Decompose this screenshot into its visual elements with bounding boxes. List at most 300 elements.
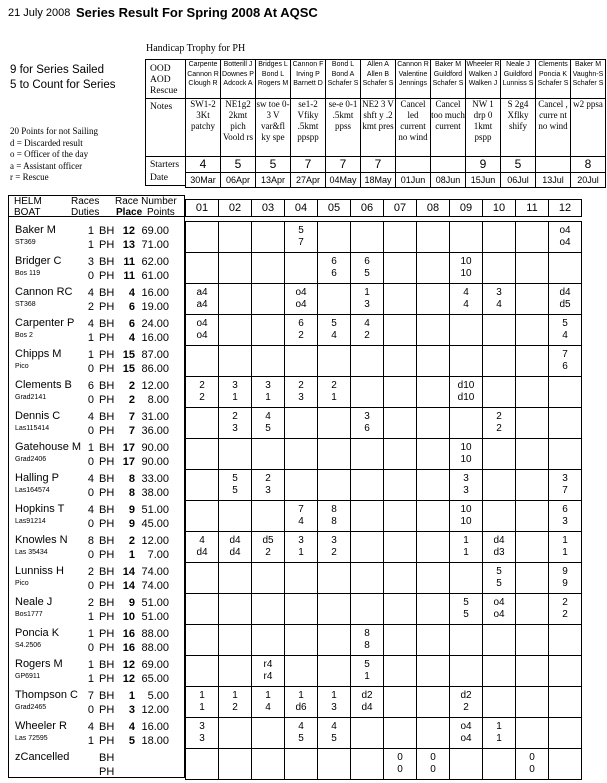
result-value [318, 640, 350, 652]
result-value [417, 361, 449, 373]
points: 36.00 [141, 425, 169, 437]
race-result-cell [219, 253, 252, 284]
table-row [186, 408, 582, 439]
result-value [417, 566, 449, 578]
result-value [483, 473, 515, 485]
races-count: 2 [87, 597, 94, 609]
handicap-type: BH [99, 690, 115, 702]
result-value: 3 [265, 380, 271, 391]
result-value: d4 [493, 535, 505, 546]
race-result-cell [549, 532, 582, 563]
races-count: 1 [87, 735, 94, 747]
race-result-cell [351, 315, 384, 346]
place: 4 [128, 721, 135, 733]
races-count: 2 [87, 301, 94, 313]
boat-summary-row [86, 721, 178, 733]
points: 62.00 [141, 256, 169, 268]
result-value [384, 609, 416, 621]
result-value [417, 547, 449, 559]
race-result-cell [483, 625, 516, 656]
report-title: Series Result For Spring 2008 At AQSC [76, 5, 318, 20]
race-result-cell [252, 439, 285, 470]
race-starters: 5 [501, 157, 536, 173]
boat-summary-row [86, 411, 178, 423]
result-value: 0 [529, 764, 535, 775]
result-value [219, 442, 251, 454]
result-value [417, 380, 449, 392]
officer-aod: Bond A [331, 70, 355, 78]
place: 14 [122, 580, 135, 592]
sail-number: Grad2141 [15, 394, 47, 401]
result-value: 7 [298, 504, 304, 515]
races-count: 4 [87, 473, 94, 485]
result-value [318, 659, 350, 671]
result-value [318, 752, 350, 764]
result-value: 1 [562, 547, 568, 558]
handicap-type: PH [99, 704, 115, 716]
boat-entry [8, 748, 185, 779]
result-value: 5 [298, 733, 304, 744]
result-value: 3 [199, 721, 205, 732]
race-result-cell [483, 532, 516, 563]
race-officers [221, 60, 256, 99]
header-helm: HELM [14, 196, 42, 207]
result-value: 5 [331, 733, 337, 744]
result-value [252, 442, 284, 454]
result-value [549, 411, 581, 423]
result-value [516, 690, 548, 702]
race-result-cell [219, 439, 252, 470]
result-value [186, 454, 218, 466]
officer-rescue: Clough R [188, 80, 218, 87]
helm-name: Bridger C [15, 255, 62, 267]
boat-summary-row [86, 518, 178, 530]
race-result-cell [252, 749, 285, 780]
points: 38.00 [141, 487, 169, 499]
result-value [549, 392, 581, 404]
result-value [450, 752, 482, 764]
races-count: 0 [87, 425, 94, 437]
race-result-cell [549, 315, 582, 346]
race-result-cell [219, 408, 252, 439]
boat-summary-row [86, 597, 178, 609]
race-result-cell [417, 594, 450, 625]
race-notes: S 2g4 Xflky shify [501, 99, 536, 157]
race-result-cell [417, 408, 450, 439]
place: 12 [122, 673, 135, 685]
race-result-cell [549, 563, 582, 594]
races-count: 1 [87, 628, 94, 640]
race-result-cell [219, 501, 252, 532]
handicap-type: BH [99, 411, 115, 423]
result-value: 2 [298, 330, 304, 341]
race-result-cell [252, 284, 285, 315]
race-date: 08Jun [431, 173, 466, 188]
result-value [549, 640, 581, 652]
report-date: 21 July 2008 [8, 7, 71, 19]
result-value [219, 256, 251, 268]
result-value [252, 268, 284, 280]
handicap-type: BH [99, 442, 115, 454]
result-value [516, 237, 548, 249]
points: 16.00 [141, 287, 169, 299]
result-value [384, 299, 416, 311]
race-result-cell [186, 253, 219, 284]
boat-entry [8, 717, 185, 748]
handicap-type: BH [99, 318, 115, 330]
result-value [351, 609, 383, 621]
place: 2 [128, 535, 135, 547]
result-value [186, 225, 218, 237]
helm-name: Poncia K [15, 627, 60, 639]
boat-entry [8, 376, 185, 407]
race-info-table [185, 59, 606, 188]
races-count: 1 [87, 332, 94, 344]
header-points: Points [147, 207, 175, 218]
boat-entry [8, 438, 185, 469]
result-value [351, 566, 383, 578]
result-value [318, 361, 350, 373]
result-value [285, 566, 317, 578]
result-value: 4 [199, 535, 205, 546]
result-value [483, 485, 515, 497]
header-boat: BOAT [14, 207, 41, 218]
race-number: 05 [318, 200, 351, 217]
result-value [483, 454, 515, 466]
result-value [516, 454, 548, 466]
boat-summary-row [86, 456, 178, 468]
race-date: 01Jun [396, 173, 431, 188]
result-value: 10 [460, 256, 472, 267]
result-value: 3 [232, 423, 238, 434]
race-date: 06Apr [221, 173, 256, 188]
result-value: 1 [232, 690, 238, 701]
result-value [351, 442, 383, 454]
result-value [417, 628, 449, 640]
handicap-type: PH [99, 239, 115, 251]
race-result-cell [252, 346, 285, 377]
race-result-cell [417, 625, 450, 656]
handicap-type: BH [99, 535, 115, 547]
officer-aod: Downes P [222, 70, 254, 78]
race-result-cell [516, 687, 549, 718]
result-value [252, 597, 284, 609]
race-result-cell [549, 718, 582, 749]
races-count: 4 [87, 287, 94, 299]
handicap-type: PH [99, 332, 115, 344]
place: 8 [128, 473, 135, 485]
result-value [384, 256, 416, 268]
result-value [417, 597, 449, 609]
race-result-cell [417, 346, 450, 377]
race-result-cell [186, 687, 219, 718]
result-value [483, 690, 515, 702]
result-value [549, 423, 581, 435]
legend-item: 20 Points for not Sailing [10, 126, 99, 136]
sail-number: Bos 2 [15, 332, 33, 339]
handicap-type: BH [99, 256, 115, 268]
race-result-cell [450, 377, 483, 408]
race-notes: Cancel led current no wind [396, 99, 431, 157]
place: 12 [122, 225, 135, 237]
race-result-cell [549, 222, 582, 253]
race-result-cell [186, 656, 219, 687]
officer-aod: Cannon R [187, 70, 219, 78]
officer-ood: Wheeler R [466, 61, 500, 68]
race-date: 06Jul [501, 173, 536, 188]
result-value [417, 268, 449, 280]
table-row [186, 594, 582, 625]
result-value: 3 [562, 516, 568, 527]
points: 69.00 [141, 659, 169, 671]
race-result-cell [252, 656, 285, 687]
result-value: 1 [562, 535, 568, 546]
result-value [549, 659, 581, 671]
points: 86.00 [141, 363, 169, 375]
boat-entry [8, 624, 185, 655]
result-value [285, 411, 317, 423]
race-result-cell [483, 501, 516, 532]
result-value [417, 423, 449, 435]
result-value [450, 578, 482, 590]
helm-name: Lunniss H [15, 565, 64, 577]
result-value [219, 671, 251, 683]
handicap-type: PH [99, 628, 115, 640]
table-row [186, 687, 582, 718]
result-value [318, 628, 350, 640]
points: 90.00 [141, 442, 169, 454]
race-officers [571, 60, 606, 99]
race-result-cell [384, 408, 417, 439]
place: 9 [128, 518, 135, 530]
points: 51.00 [141, 504, 169, 516]
table-row [186, 377, 582, 408]
result-value [318, 485, 350, 497]
result-value: 6 [364, 423, 370, 434]
result-value [450, 411, 482, 423]
label-date: Date [150, 173, 168, 183]
race-number: 02 [219, 200, 252, 217]
handicap-type: BH [99, 287, 115, 299]
points: 90.00 [141, 456, 169, 468]
points: 12.00 [141, 380, 169, 392]
result-value [285, 268, 317, 280]
boat-summary-row [86, 549, 178, 561]
race-officers [326, 60, 361, 99]
result-value [252, 628, 284, 640]
officer-aod: Guildford [433, 70, 463, 78]
result-value [219, 330, 251, 342]
result-value [384, 287, 416, 299]
race-notes: se1-2 Vfiky .5kmt ppspp [291, 99, 326, 157]
race-result-cell [285, 687, 318, 718]
result-value [384, 733, 416, 745]
race-result-cell [516, 532, 549, 563]
result-value [219, 318, 251, 330]
result-value: 3 [331, 535, 337, 546]
result-value [252, 237, 284, 249]
race-result-cell [450, 222, 483, 253]
result-value [516, 318, 548, 330]
race-result-cell [384, 656, 417, 687]
helm-name: Neale J [15, 596, 53, 608]
result-value [384, 392, 416, 404]
boat-summary-row [86, 332, 178, 344]
result-value [417, 454, 449, 466]
race-result-cell [483, 563, 516, 594]
race-info-labels [145, 59, 185, 186]
race-result-cell [252, 687, 285, 718]
result-value: d4 [229, 535, 241, 546]
handicap-type: PH [99, 394, 115, 406]
table-row [186, 563, 582, 594]
result-value: o4 [559, 225, 571, 236]
race-result-cell [516, 501, 549, 532]
race-result-cell [384, 253, 417, 284]
points: 16.00 [141, 332, 169, 344]
helm-name: Gatehouse M [15, 441, 82, 453]
result-value: 5 [232, 473, 238, 484]
race-result-cell [384, 501, 417, 532]
race-result-cell [516, 253, 549, 284]
result-value: d5 [262, 535, 274, 546]
result-value: d5 [559, 299, 571, 310]
result-value [549, 733, 581, 745]
race-result-cell [186, 532, 219, 563]
race-result-cell [516, 594, 549, 625]
race-starters: 7 [361, 157, 396, 173]
series-info [10, 63, 115, 93]
table-row [186, 718, 582, 749]
result-value [351, 225, 383, 237]
race-result-cell [186, 749, 219, 780]
race-result-cell [351, 594, 384, 625]
boat-entry [8, 562, 185, 593]
label-notes: Notes [150, 102, 173, 112]
result-value: 5 [298, 225, 304, 236]
result-value [186, 516, 218, 528]
race-result-cell [417, 253, 450, 284]
race-result-cell [417, 656, 450, 687]
result-value [516, 659, 548, 671]
races-count: 4 [87, 411, 94, 423]
table-row [186, 346, 582, 377]
result-value: 5 [265, 423, 271, 434]
result-value [252, 516, 284, 528]
boat-summary-row [86, 363, 178, 375]
result-value [252, 361, 284, 373]
race-result-cell [417, 222, 450, 253]
result-value [450, 225, 482, 237]
result-value [483, 330, 515, 342]
result-value [516, 597, 548, 609]
race-starters: 5 [256, 157, 291, 173]
helm-name: Wheeler R [15, 720, 67, 732]
result-value [384, 485, 416, 497]
races-count: 8 [87, 535, 94, 547]
handicap-type: PH [99, 549, 115, 561]
race-result-cell [351, 501, 384, 532]
race-result-cell [252, 563, 285, 594]
result-value: 2 [463, 702, 469, 713]
result-value [285, 361, 317, 373]
result-value [186, 268, 218, 280]
race-result-cell [318, 532, 351, 563]
result-value [417, 318, 449, 330]
trophy-title: Handicap Trophy for PH [146, 43, 246, 54]
result-value [450, 764, 482, 776]
race-result-cell [417, 377, 450, 408]
result-value [219, 225, 251, 237]
result-value [384, 268, 416, 280]
sail-number: Las164574 [15, 487, 50, 494]
officer-aod: Walken J [468, 70, 498, 78]
race-result-cell [219, 749, 252, 780]
sail-number: Bos 119 [15, 270, 41, 277]
race-result-cell [516, 439, 549, 470]
result-value [252, 256, 284, 268]
race-result-cell [483, 408, 516, 439]
result-value: 1 [364, 671, 370, 682]
place: 2 [128, 394, 135, 406]
race-result-cell [417, 439, 450, 470]
legend-item: a = Assistant officer [10, 160, 83, 171]
result-value: 1 [331, 392, 337, 403]
race-result-cell [549, 687, 582, 718]
legend-item: r = Rescue [10, 172, 49, 182]
result-value [384, 380, 416, 392]
result-value [516, 702, 548, 714]
result-value: 2 [496, 423, 502, 434]
result-value: 2 [298, 380, 304, 391]
result-value [351, 516, 383, 528]
result-value [516, 423, 548, 435]
result-value [351, 454, 383, 466]
result-value [483, 702, 515, 714]
race-result-cell [483, 377, 516, 408]
result-value [318, 473, 350, 485]
races-count: 1 [87, 349, 94, 361]
result-value: 3 [364, 411, 370, 422]
officer-ood: Neale J [506, 61, 530, 68]
handicap-type: PH [99, 580, 115, 592]
result-value: 4 [265, 702, 271, 713]
race-result-cell [285, 470, 318, 501]
result-value [417, 721, 449, 733]
races-count: 1 [87, 659, 94, 671]
result-value: 3 [265, 485, 271, 496]
race-result-cell [516, 346, 549, 377]
race-notes: se-e 0-1 .5kmt ppss [326, 99, 361, 157]
result-value [516, 330, 548, 342]
result-value: 1 [265, 392, 271, 403]
place: 15 [122, 349, 135, 361]
race-result-cell [219, 346, 252, 377]
races-count: 3 [87, 256, 94, 268]
race-result-cell [186, 284, 219, 315]
result-value [450, 671, 482, 683]
result-value: 5 [496, 578, 502, 589]
result-value [186, 752, 218, 764]
boat-summary-row [86, 256, 178, 268]
result-value: 1 [298, 547, 304, 558]
table-row [186, 470, 582, 501]
race-result-cell [285, 532, 318, 563]
result-value: 7 [562, 349, 568, 360]
result-value [549, 721, 581, 733]
officer-aod: Poncia K [538, 70, 568, 78]
results-header [8, 195, 185, 217]
